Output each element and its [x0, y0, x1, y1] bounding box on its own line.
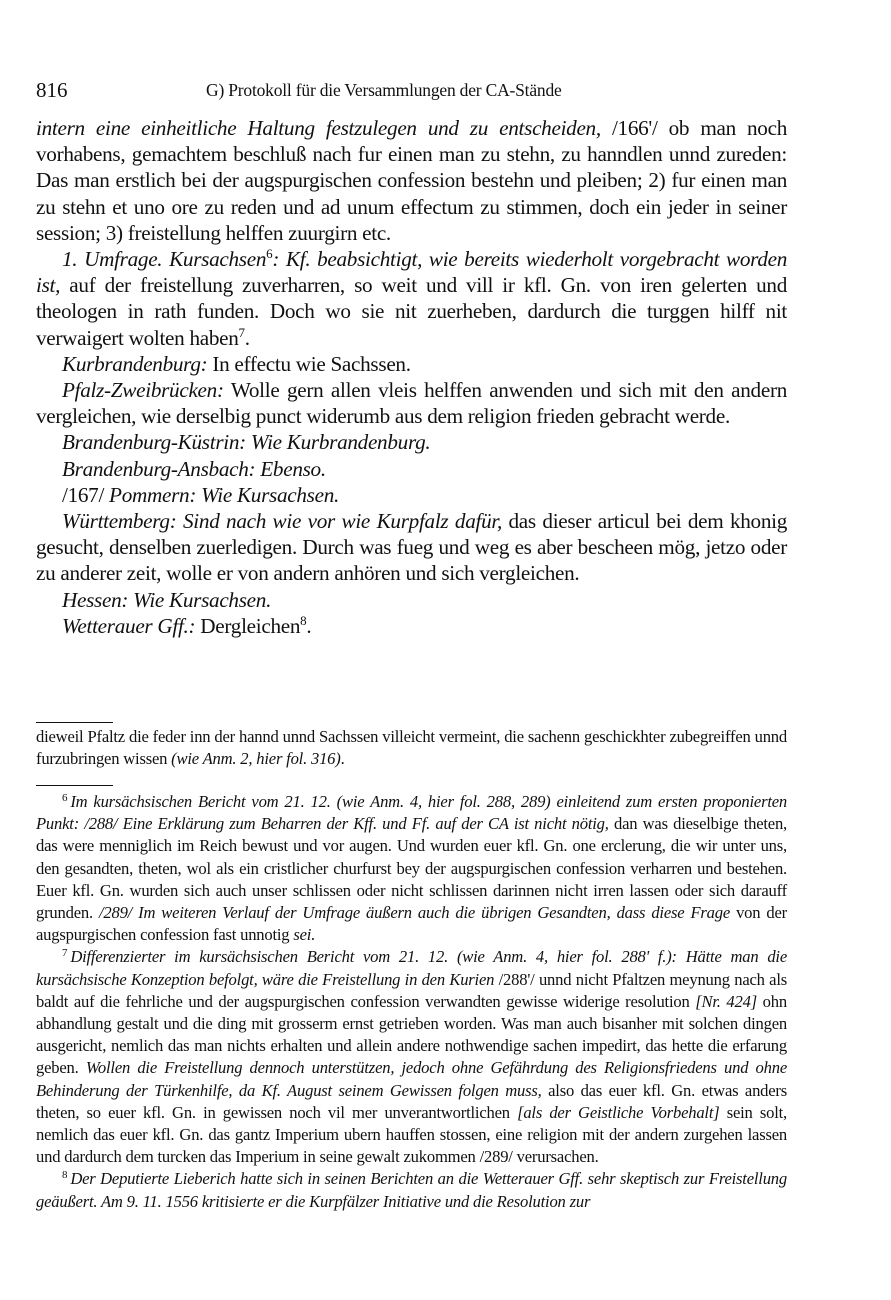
- paragraph-pommern: [36, 482, 787, 508]
- paragraph-kurbrandenburg: [36, 351, 787, 377]
- speaker-label: Pommern: Wie Kursachsen.: [104, 482, 340, 507]
- italic-span: Der Deputierte Lieberich hatte sich in seinen Berichten an die Wetterauer Gff. sehr skeptisch zur Freistellung geäußert. Am 9. 11. 1556 kritisierte er die Kurpfälzer Initiative und die Resolution zur: [36, 1169, 787, 1211]
- footnote-divider: [36, 722, 113, 723]
- speaker-label: Brandenburg-Küstrin: Wie Kurbrandenburg.: [62, 430, 431, 455]
- paragraph-wuerttemberg: [36, 508, 787, 587]
- text-span: auf der freistellung zuverharren, so weit und vill ir kfl. Gn. von iren gelerten und theologen in rath funden. Doch wo sie nit zuerheben, dardurch die turggen hilff nit verwaigert wolten haben: [36, 273, 787, 350]
- text-span: sein solt, nemlich das euer kfl. Gn. das gantz Imperium ubern hauffen stossen, eine religion mit der andern zurgehen lassen und dardurch dem turcken das Imperium in seine gewalt zukommen /289/ verursachen.: [36, 1102, 787, 1167]
- page-number: 816: [36, 78, 68, 102]
- main-text: [36, 115, 787, 639]
- footnote-mark: 8: [62, 1169, 68, 1182]
- paragraph-brandenburg-ansbach: [36, 456, 787, 482]
- speaker-label: Württemberg: Sind nach wie vor wie Kurpfalz dafür,: [62, 509, 502, 534]
- speaker-label: Hessen: Wie Kursachsen.: [62, 587, 272, 612]
- running-title: G) Protokoll für die Versammlungen der CA-Stände: [206, 80, 562, 100]
- continued-footnote: [36, 726, 787, 770]
- paragraph-pfalz-zweibruecken: [36, 377, 787, 429]
- italic-span: intern eine einheitliche Haltung festzulegen und zu entscheiden,: [36, 116, 601, 140]
- footnote-6: [36, 791, 787, 946]
- footnote-mark: 7: [62, 947, 68, 960]
- speaker-label: Brandenburg-Ansbach: Ebenso.: [62, 456, 326, 481]
- punctuation: .: [306, 613, 312, 638]
- text-span: Wolle gern allen vleis helffen anwenden und sich mit den andern vergleichen, wie derselbig punct widerumb aus dem religion frieden gebracht werde.: [36, 378, 787, 429]
- text-span: also das euer kfl. Gn. etwas anders theten, so euer kfl. Gn. in gewissen noch vil mer unverantwortlichen: [36, 1080, 788, 1122]
- footnotes: [36, 791, 787, 1213]
- footnote-7: [36, 946, 787, 1168]
- italic-span: [Nr. 424]: [695, 991, 757, 1011]
- italic-span: /289/ Im weiteren Verlauf der Umfrage äußern auch die übrigen Gesandten, dass diese Frage: [98, 903, 731, 923]
- running-head: [36, 78, 787, 104]
- footnote-divider: [36, 785, 113, 786]
- punctuation: .: [244, 325, 250, 350]
- text-span: /288'/ unnd nicht Pfaltzen meynung nach als baldt auf die fehrliche und der augspurgischen confession verwandten gewisse widerige resolution: [36, 969, 787, 1011]
- italic-span: Im kursächsischen Bericht vom 21. 12. (wie Anm. 4, hier fol. 288, 289) einleitend zum ersten proponierten Punkt: /288/ Eine Erklärung zum Beharren der Kff. und Ff. auf der CA ist nicht nötig,: [36, 792, 787, 834]
- footnote-8: [36, 1168, 787, 1212]
- text-span: das dieser articul bei dem khonig gesucht, denselben zuerledigen. Durch was fueg und weg es aber bescheen mög, jetzo oder zu anderer zeit, wolle er von andern anhören und sich vergleichen.: [36, 509, 787, 586]
- folio-marker: /167/: [62, 482, 105, 507]
- text-span: ohn abhandlung gestalt und die ding mit grosserm ernst getrieben worden. Was man auch bisanher mit solchen dingen ausgericht, nemlich das man nichts erhalten und allein andere nothwendige sachen impedirt, das hette die erfarung geben.: [36, 991, 787, 1078]
- text-span: Dergleichen: [195, 613, 301, 638]
- punctuation: .: [340, 749, 345, 768]
- footnote-ref-6[interactable]: 6: [266, 246, 273, 262]
- italic-span: Differenzierter im kursächsischen Bericht vom 21. 12. (wie Anm. 4, hier fol. 288' f.): Hätte man die kursächsische Konzeption befolgt, wäre die Freistellung in den Kurien: [36, 947, 787, 989]
- text-span: In effectu wie Sachssen.: [207, 351, 411, 376]
- paragraph-brandenburg-kuestrin: [36, 429, 787, 455]
- text-span: dan was dieselbige theten, das were menniglich im Reich bewust und vor augen. Und wurden euer kfl. Gn. one erclerung, die wir unter uns, den gesandten, theten, wol als ein cristlicher churfurst bey der augspurgischen confession verharren und bestehen. Euer kfl. Gn. wurden sich auch unser schlissen oder nicht schlissen darinnen nicht irren lassen oder sich darauff grunden.: [36, 814, 787, 923]
- footnote-mark: 6: [62, 792, 68, 804]
- italic-span: [als der Geistliche Vorbehalt]: [517, 1102, 720, 1122]
- italic-span: sei.: [293, 925, 316, 945]
- speaker-label: Pfalz-Zweibrücken:: [62, 378, 224, 403]
- italic-span: : Kf. beabsichtigt, wie bereits wiederholt vorgebracht worden ist,: [36, 247, 788, 298]
- paragraph-wetterauer: [36, 613, 787, 639]
- text-span: von der augspurgischen confession fast unnotig: [36, 903, 788, 945]
- paragraph-kursachsen: [36, 246, 787, 351]
- speaker-label: Kurbrandenburg:: [62, 351, 208, 376]
- italic-span: (wie Anm. 2, hier fol. 316): [171, 749, 341, 768]
- paragraph-hessen: [36, 587, 787, 613]
- continued-footnote-text: [36, 726, 787, 770]
- speaker-label: Wetterauer Gff.:: [62, 613, 196, 638]
- text-span: dieweil Pfaltz die feder inn der hannd unnd Sachssen villeicht vermeint, die sachenn geschickhter zubegreiffen unnd furzubringen wissen: [36, 727, 787, 768]
- italic-span: Wollen die Freistellung dennoch unterstützen, jedoch ohne Gefährdung des Religionsfriedens und ohne Behinderung der Türkenhilfe, da Kf. August seinem Gewissen folgen muss,: [36, 1058, 787, 1100]
- paragraph-intro: [36, 115, 787, 246]
- text-span: /166'/ ob man noch vorhabens, gemachtem beschluß nach fur einen man zu stehn, zu hanndlen unnd zureden: Das man erstlich bei der augspurgischen confession bestehn und pleiben; 2) fur einen man zu stehn et uno ore zu reden und ad unum effectum zu stimmen, doch ein jeder in seiner session; 3) freistellung helffen zuurgirn etc.: [36, 116, 787, 245]
- speaker-label: 1. Umfrage. Kursachsen: [62, 247, 267, 272]
- footnote-ref-8[interactable]: 8: [300, 612, 307, 628]
- footnote-ref-7[interactable]: 7: [238, 324, 245, 340]
